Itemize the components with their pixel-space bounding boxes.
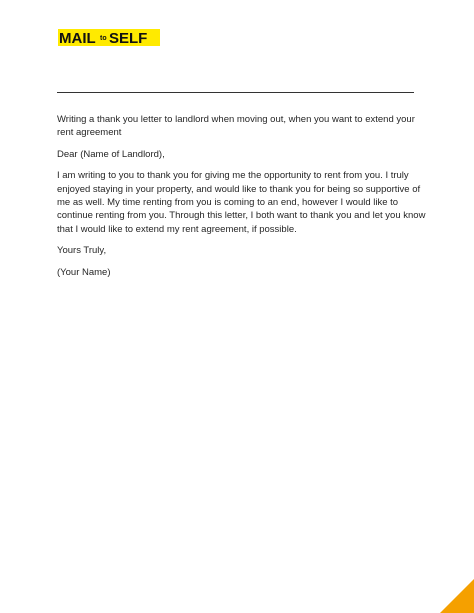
- mail-to-self-logo: [58, 29, 160, 46]
- logo-text-to: to: [100, 35, 107, 42]
- logo-text-mail: MAIL: [59, 30, 96, 46]
- letter-salutation: Dear (Name of Landlord),: [57, 148, 165, 160]
- letter-subject: Writing a thank you letter to landlord when moving out, when you want to extend your rent agreement: [57, 114, 415, 139]
- header-divider: [57, 92, 414, 93]
- letter-content: [57, 113, 427, 287]
- letter-signature: (Your Name): [57, 266, 111, 278]
- letter-closing: Yours Truly,: [57, 245, 107, 257]
- letter-body: I am writing to you to thank you for giving me the opportunity to rent from you. I truly enjoyed staying in your property, and would like to thank you for being so supportive of me as well. My time renting from you is coming to an end, however I would like to continue renting from you. Through this letter, I both want to thank you and let you know that I would like to extend my rent agreement, if possible.: [57, 170, 426, 235]
- logo-text-self: SELF: [109, 30, 148, 46]
- corner-accent-triangle: [440, 579, 474, 613]
